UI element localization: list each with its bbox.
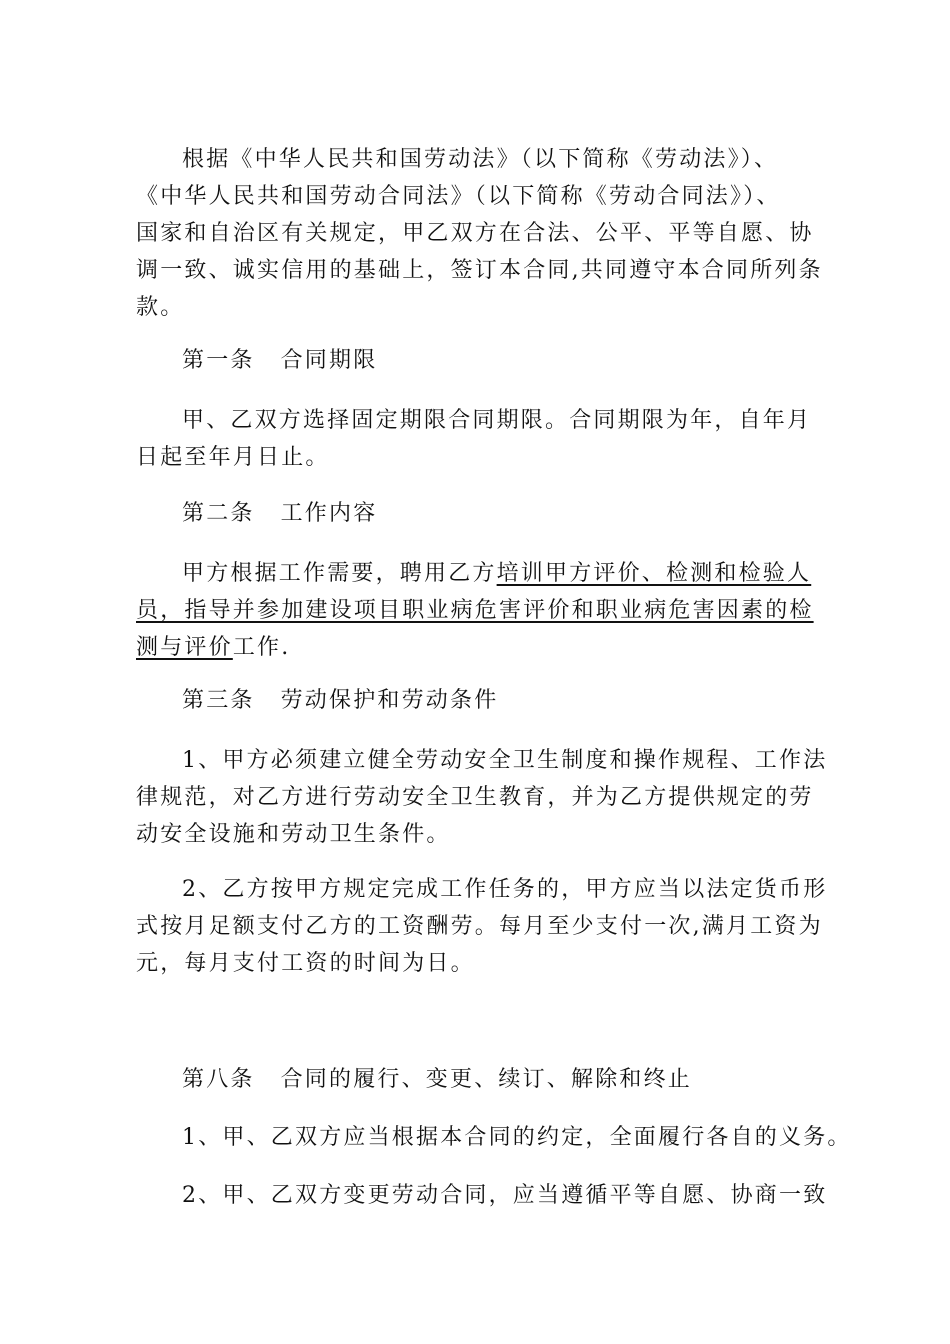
article-3-clause-2	[136, 871, 828, 982]
intro-line-3: 国家和自治区有关规定，甲乙双方在合法、公平、平等自愿、协	[136, 221, 814, 246]
article-8-clause-2-line: 2、甲、乙双方变更劳动合同，应当遵循平等自愿、协商一致	[182, 1183, 828, 1208]
article-8-heading	[182, 1061, 692, 1098]
article-8-number: 第八条	[182, 1067, 255, 1092]
article-2-line-1-underlined: 培训甲方评价、检测和检验人	[496, 561, 812, 586]
intro-line-1: 根据《中华人民共和国劳动法》（以下简称《劳动法》）、	[182, 147, 779, 172]
article-2-line-1-plain: 甲方根据工作需要，聘用乙方	[182, 561, 497, 586]
article-2-line-3-underlined: 测与评价	[136, 635, 233, 660]
article-1-number: 第一条	[182, 348, 255, 373]
intro-paragraph	[136, 141, 823, 326]
article-3-clause-1-line-2: 律规范，对乙方进行劳动安全卫生教育，并为乙方提供规定的劳	[136, 785, 814, 810]
intro-line-5: 款。	[136, 295, 185, 320]
article-1-line-1: 甲、乙双方选择固定期限合同期限。合同期限为年，自年月	[182, 408, 812, 433]
article-8-clause-1	[136, 1119, 852, 1156]
article-3-title: 劳动保护和劳动条件	[280, 688, 499, 713]
article-3-heading	[182, 682, 498, 719]
article-1-body	[136, 402, 816, 476]
article-2-line-2-underlined: 员，指导并参加建设项目职业病危害评价和职业病危害因素的检	[136, 598, 814, 623]
article-8-clause-2	[136, 1177, 828, 1214]
article-8-clause-1-line: 1、甲、乙双方应当根据本合同的约定，全面履行各自的义务。	[182, 1125, 852, 1150]
article-1-title: 合同期限	[280, 348, 378, 373]
article-3-clause-2-line-1: 2、乙方按甲方规定完成工作任务的，甲方应当以法定货币形	[182, 877, 828, 902]
article-2-body	[136, 555, 816, 666]
article-3-number: 第三条	[182, 688, 255, 713]
intro-line-4: 调一致、诚实信用的基础上，签订本合同,共同遵守本合同所列条	[136, 258, 823, 283]
intro-line-2: 《中华人民共和国劳动合同法》（以下简称《劳动合同法》）、	[136, 184, 781, 209]
article-3-clause-1-line-3: 动安全设施和劳动卫生条件。	[136, 822, 451, 847]
article-2-line-1	[136, 555, 816, 592]
article-3-clause-2-line-3: 元，每月支付工资的时间为日。	[136, 951, 475, 976]
article-1-line-2: 日起至年月日止。	[136, 445, 330, 470]
article-2-title: 工作内容	[280, 501, 378, 526]
article-3-clause-2-line-2: 式按月足额支付乙方的工资酬劳。每月至少支付一次,满月工资为	[136, 914, 823, 939]
article-2-line-3-plain: 工作.	[232, 635, 291, 660]
article-2-number: 第二条	[182, 501, 255, 526]
article-3-clause-1	[136, 742, 828, 853]
article-8-title: 合同的履行、变更、续订、解除和终止	[280, 1067, 693, 1092]
article-1-heading	[182, 342, 377, 379]
article-3-clause-1-line-1: 1、甲方必须建立健全劳动安全卫生制度和操作规程、工作法	[182, 748, 828, 773]
article-2-heading	[182, 495, 377, 532]
article-2-line-3	[136, 629, 816, 666]
